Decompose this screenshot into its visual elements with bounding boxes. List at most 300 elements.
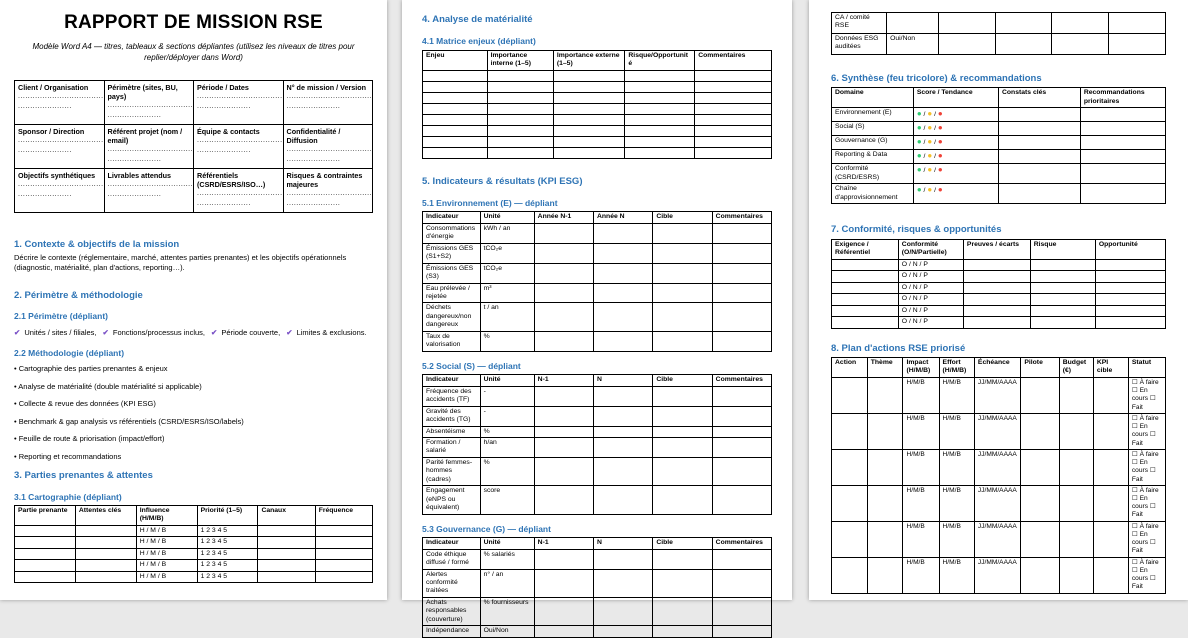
table-cell: H/M/B [939,557,974,593]
table-cell [553,114,625,125]
table-cell [1052,34,1109,55]
table-cell: H/M/B [903,485,939,521]
table-cell: Engagement (eNPS ou équivalent) [423,486,481,514]
table-cell [594,597,653,625]
table-row [832,108,1166,122]
table-row [423,457,772,485]
table-cell [625,147,695,158]
table-cell [625,103,695,114]
table-cell [487,147,553,158]
table-cell [534,486,593,514]
column-header: Année N-1 [534,212,593,223]
dotted-fill-line: ...................... [197,103,251,111]
table-row [423,147,772,158]
green-light-icon: ● [916,109,922,119]
table-cell [712,406,771,426]
column-header: N [594,375,653,386]
table-cell: H / M / B [136,537,197,548]
column-header: N [594,538,653,549]
table-row [832,485,1166,521]
table-cell: H/M/B [903,377,939,413]
column-header: Échéance [974,357,1020,377]
table-cell [653,331,712,351]
table-cell [315,548,372,559]
table-cell [1030,282,1095,293]
table-cell [594,549,653,569]
table-row [423,243,772,263]
table-row [832,150,1166,164]
column-header: N-1 [534,538,593,549]
table-cell [913,122,998,136]
table-row [423,626,772,637]
column-header: Score / Tendance [913,88,998,108]
table-cell [194,124,284,168]
table-row [423,114,772,125]
table-cell [1021,449,1059,485]
table-cell: O / N / P [898,271,963,282]
section-4-heading: 4. Analyse de matérialité [422,14,533,25]
table-cell: Environnement (E) [832,108,914,122]
table-cell: Émissions GES (S3) [423,263,481,283]
table-cell [995,34,1052,55]
check-item-label: Limites & exclusions. [294,327,367,337]
social-kpi-table-grid [422,374,772,515]
table-cell [75,560,136,571]
table-cell: % [480,331,534,351]
governance-kpi-table-grid [422,537,772,638]
table-cell [832,449,868,485]
table-row [423,597,772,625]
column-header: Partie prenante [15,505,76,525]
table-cell: H / M / B [136,548,197,559]
table-cell [1095,259,1165,270]
action-plan-table [831,357,1166,594]
section-4-1-heading: 4.1 Matrice enjeux (dépliant) [422,36,536,47]
table-cell: tCO₂e [480,263,534,283]
table-row [15,525,373,536]
table-cell [913,164,998,184]
column-header: Importance interne (1–5) [487,50,553,70]
column-header: Indicateur [423,212,481,223]
table-cell [1080,108,1165,122]
table-row [15,571,373,582]
table-cell: Oui/Non [480,626,534,637]
table-cell [1030,271,1095,282]
bullet-list-item: • Feuille de route & priorisation (impact/effort) [14,434,165,444]
table-cell [194,80,284,124]
table-row [423,486,772,514]
mission-info-table-grid [14,80,373,213]
dotted-fill-line: ...................... [18,147,72,155]
table-cell [712,569,771,597]
table-cell [695,136,772,147]
check-item-label: Fonctions/processus inclus, [110,327,206,337]
table-cell [1059,485,1093,521]
table-cell [423,136,488,147]
column-header: Commentaires [712,212,771,223]
yellow-light-icon: ● [927,185,933,195]
table-cell: ☐ À faire ☐ En cours ☐ Fait [1128,557,1165,593]
table-cell [653,303,712,331]
field-label: Période / Dates [197,82,249,92]
table-cell [653,426,712,437]
table-cell [625,125,695,136]
table-cell [712,426,771,437]
table-cell [998,108,1080,122]
column-header: Cible [653,375,712,386]
field-label: Risques & contraintes majeures [286,170,363,189]
table-cell [712,438,771,458]
table-cell: H/M/B [939,377,974,413]
table-row [15,80,373,124]
table-cell [594,626,653,637]
table-cell [315,525,372,536]
dotted-fill-line: ................................... [286,92,373,100]
perimeter-check-list [14,328,373,339]
table-cell [938,34,995,55]
red-light-icon: ● [937,137,943,147]
table-cell: H / M / B [136,525,197,536]
table-cell [832,294,899,305]
table-cell [1030,317,1095,328]
table-cell [534,457,593,485]
table-cell: - [480,406,534,426]
column-header: Fréquence [315,505,372,525]
table-cell [283,80,373,124]
document-page-2 [402,0,792,635]
table-cell [1109,34,1166,55]
table-cell [594,283,653,303]
table-cell [712,223,771,243]
table-cell [1030,259,1095,270]
table-cell [653,406,712,426]
table-cell: JJ/MM/AAAA [974,485,1020,521]
table-row [15,560,373,571]
table-cell [625,92,695,103]
section-2-heading: 2. Périmètre & méthodologie [14,289,143,301]
table-cell: Absentéisme [423,426,481,437]
table-cell [487,114,553,125]
table-cell: Achats responsables (couverture) [423,597,481,625]
light-separator: / [921,167,928,175]
table-cell [712,549,771,569]
table-cell [258,537,315,548]
table-cell: ☐ À faire ☐ En cours ☐ Fait [1128,377,1165,413]
column-header: Preuves / écarts [963,239,1030,259]
table-cell [653,549,712,569]
table-cell: Gravité des accidents (TG) [423,406,481,426]
table-cell [1109,13,1166,34]
table-cell [653,457,712,485]
table-cell [104,124,194,168]
table-cell [594,569,653,597]
table-cell [963,305,1030,316]
dotted-fill-line: ................................... [107,180,194,188]
table-cell: H/M/B [903,413,939,449]
table-cell: H / M / B [136,571,197,582]
dotted-fill-line: ................................... [197,189,283,197]
light-separator: / [921,111,928,119]
green-light-icon: ● [916,151,922,161]
table-row [423,438,772,458]
table-cell [1059,449,1093,485]
table-cell [104,80,194,124]
table-cell: Déchets dangereux/non dangereux [423,303,481,331]
table-row [832,521,1166,557]
table-cell [1059,377,1093,413]
table-cell: O / N / P [898,317,963,328]
table-cell [1021,521,1059,557]
table-row [423,92,772,103]
table-row [423,331,772,351]
table-row [832,317,1166,328]
check-item-label: Période couverte, [219,327,281,337]
table-cell [283,124,373,168]
table-cell [594,331,653,351]
table-cell [963,317,1030,328]
dotted-fill-line: ................................... [197,136,283,144]
table-cell [194,168,284,212]
table-cell: m³ [480,283,534,303]
table-cell [867,557,903,593]
column-header: Importance externe (1–5) [553,50,625,70]
yellow-light-icon: ● [927,109,933,119]
governance-kpi-table-continued [831,12,1166,55]
table-cell [534,263,593,283]
table-cell [423,81,488,92]
table-cell [712,457,771,485]
table-row [423,549,772,569]
table-cell [998,150,1080,164]
table-cell [1093,521,1128,557]
table-cell [534,283,593,303]
table-cell [963,259,1030,270]
table-cell [1059,557,1093,593]
stakeholder-mapping-table [14,505,373,583]
dotted-fill-line: ...................... [107,112,162,120]
header-row [832,357,1166,377]
table-cell: ☐ À faire ☐ En cours ☐ Fait [1128,413,1165,449]
column-header: Action [832,357,868,377]
table-cell [963,282,1030,293]
header-row [423,538,772,549]
table-cell: Formation / salarié [423,438,481,458]
table-cell [832,317,899,328]
field-label: Objectifs synthétiques [18,170,96,180]
light-separator: / [932,139,938,147]
table-row [423,426,772,437]
table-row [15,124,373,168]
table-row [15,548,373,559]
table-cell [15,571,76,582]
column-header: Opportunité [1095,239,1165,259]
mission-info-table [14,80,373,213]
dotted-fill-line: ................................... [18,180,104,188]
table-cell: % salariés [480,549,534,569]
table-row [832,184,1166,204]
table-cell: H/M/B [939,449,974,485]
document-page-1 [0,0,387,600]
table-cell [75,537,136,548]
field-label: Référent projet (nom / email) [107,126,183,145]
table-cell [553,81,625,92]
dotted-fill-line: ................................... [286,145,373,153]
table-cell [487,70,553,81]
table-cell [423,125,488,136]
table-cell [695,147,772,158]
checkmark-icon: ✔ [14,327,21,337]
table-cell [423,70,488,81]
table-cell [867,377,903,413]
table-cell [553,92,625,103]
table-cell: H/M/B [939,521,974,557]
table-cell [534,597,593,625]
table-cell: Eau prélevée / rejetée [423,283,481,303]
column-header: Effort (H/M/B) [939,357,974,377]
table-row [832,294,1166,305]
dotted-fill-line: ...................... [197,147,251,155]
column-header: Risque/Opportunité [625,50,695,70]
table-cell: JJ/MM/AAAA [974,377,1020,413]
table-cell [553,103,625,114]
section-6-heading: 6. Synthèse (feu tricolore) & recommandations [831,73,1042,84]
table-cell: Code éthique diffusé / formé [423,549,481,569]
column-header: Commentaires [712,375,771,386]
environment-kpi-table-grid [422,211,772,352]
table-cell [534,331,593,351]
materiality-matrix-table [422,50,772,159]
table-cell [1093,485,1128,521]
table-cell [712,243,771,263]
table-cell: - [480,386,534,406]
table-cell: % [480,426,534,437]
table-cell [712,263,771,283]
table-row [423,263,772,283]
table-cell [1095,271,1165,282]
table-row [832,377,1166,413]
table-cell: Parité femmes-hommes (cadres) [423,457,481,485]
table-cell [594,406,653,426]
table-cell [1080,184,1165,204]
column-header: Attentes clés [75,505,136,525]
table-cell [423,147,488,158]
table-cell: % fournisseurs [480,597,534,625]
header-row [423,50,772,70]
table-cell [653,243,712,263]
column-header: Cible [653,538,712,549]
table-row [832,413,1166,449]
table-row [423,569,772,597]
table-cell [15,525,76,536]
table-row [423,283,772,303]
light-separator: / [921,187,928,195]
table-cell [1093,413,1128,449]
light-separator: / [932,167,938,175]
table-cell: Gouvernance (G) [832,136,914,150]
table-cell [712,283,771,303]
column-header: Recommandations prioritaires [1080,88,1165,108]
table-cell: score [480,486,534,514]
table-cell [695,92,772,103]
header-row [832,88,1166,108]
table-cell [1080,122,1165,136]
table-cell [1021,377,1059,413]
table-cell: O / N / P [898,259,963,270]
check-list-item [14,328,97,337]
table-cell: 1 2 3 4 5 [197,560,258,571]
field-label: Client / Organisation [18,82,89,92]
light-separator: / [932,187,938,195]
table-cell [258,560,315,571]
table-row [832,449,1166,485]
table-cell: Chaîne d'approvisionnement [832,184,914,204]
table-cell [1080,150,1165,164]
table-cell [867,413,903,449]
check-list-item [211,328,280,337]
table-cell [1080,164,1165,184]
document-subtitle: Modèle Word A4 — titres, tableaux & sections dépliantes (utilisez les niveaux de titres pour replier/déployer dans Word) [32,42,355,62]
table-cell [283,168,373,212]
table-cell [1095,317,1165,328]
header-row [423,212,772,223]
table-cell [712,303,771,331]
green-light-icon: ● [916,123,922,133]
table-cell [625,81,695,92]
table-cell [832,377,868,413]
table-row [423,386,772,406]
table-cell [695,81,772,92]
yellow-light-icon: ● [927,137,933,147]
light-separator: / [932,125,938,133]
check-list-item [286,328,366,337]
governance-kpi-table-continued-grid [831,12,1166,55]
bullet-list-item: • Cartographie des parties prenantes & enjeux [14,364,168,374]
table-row [832,305,1166,316]
column-header: Commentaires [695,50,772,70]
table-row [832,557,1166,593]
table-cell [653,263,712,283]
table-cell [712,486,771,514]
column-header: KPI cible [1093,357,1128,377]
table-cell [553,70,625,81]
section-2-1-heading: 2.1 Périmètre (dépliant) [14,311,109,322]
table-cell: 1 2 3 4 5 [197,548,258,559]
table-cell [963,271,1030,282]
table-cell: % [480,457,534,485]
table-row [15,537,373,548]
table-cell [653,386,712,406]
social-kpi-table [422,374,772,515]
compliance-risk-table [831,239,1166,329]
table-cell: h/an [480,438,534,458]
table-cell [534,426,593,437]
column-header: Unité [480,538,534,549]
table-row [832,259,1166,270]
table-cell [938,13,995,34]
table-cell [534,438,593,458]
table-cell [594,263,653,283]
table-cell [487,103,553,114]
table-cell [625,70,695,81]
table-cell [625,114,695,125]
bullet-list-item: • Reporting et recommandations [14,451,122,461]
table-cell [653,626,712,637]
dotted-fill-line: ...................... [286,156,341,164]
column-header: Unité [480,375,534,386]
table-cell [534,626,593,637]
table-cell: Oui/Non [887,34,939,55]
dotted-fill-line: ...................... [286,103,341,111]
